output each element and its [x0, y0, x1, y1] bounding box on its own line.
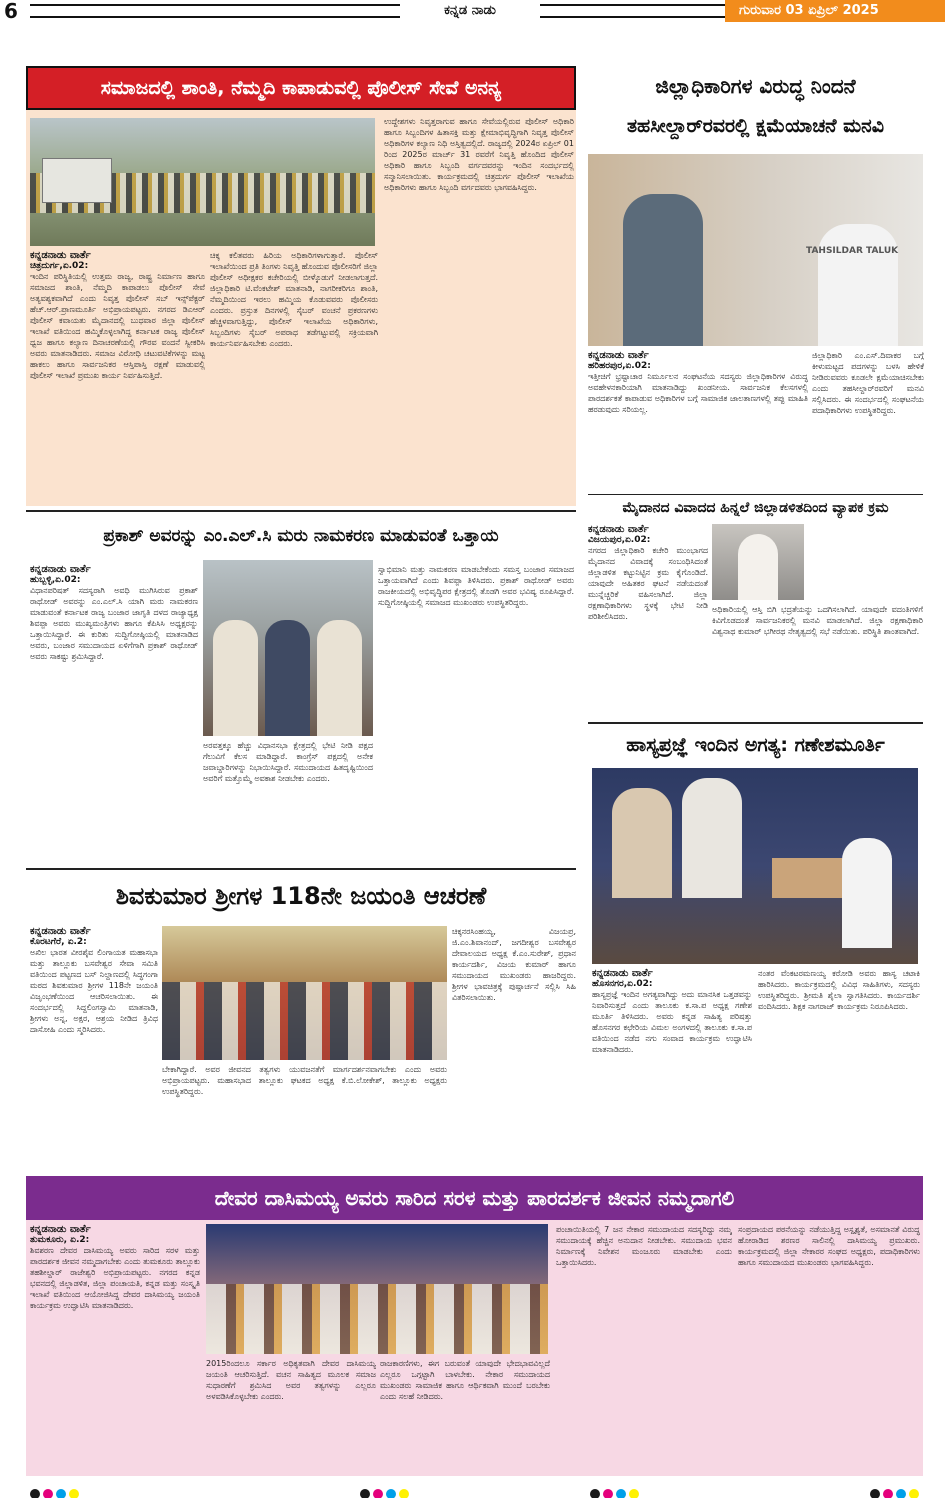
headline-prakash: ಪ್ರಕಾಶ್ ಅವರನ್ನು ಎಂ.ಎಲ್.ಸಿ ಮರು ನಾಮಕರಣ ಮಾಡುವಂತೆ ಒತ್ತಾಯ	[26, 514, 576, 558]
reg-dot	[870, 1489, 880, 1498]
dateline: ಹರಿಹರಪುರ,ಏ.02:	[588, 361, 651, 371]
article-text: ಬೇಕಾಗಿದ್ದಾರೆ. ಅವರ ಜೀವನದ ತತ್ವಗಳು ಯುವಜನತೆಗೆ ಮಾರ್ಗದರ್ಶನವಾಗಬೇಕು ಎಂದು ಅವರು ಅಭಿಪ್ರಾಯಪಟ್ಟರು. ಮಹಾಸಭಾದ ತಾಲ್ಲೂಕು ಘಟಕದ ಅಧ್ಯಕ್ಷ ಕೆ.ಬಿ.ಲೋಕೇಶ್, ತಾಲ್ಲೂಕು ಅಧ್ಯಕ್ಷರು ಉಪಸ್ಥಿತರಿದ್ದರು.	[162, 1065, 447, 1096]
reg-dot	[360, 1489, 370, 1498]
reg-dot	[386, 1489, 396, 1498]
photo-prakash-felicitation	[203, 560, 373, 736]
article-text: ರಾಜಕಾರಣಿಗಳು, ಈಗ ಬರುವಂತೆ ಯಾವುದೇ ಭೇದಭಾವವಿಲ್ಲದೆ ಎಲ್ಲರೂ ಒಗ್ಗಟ್ಟಾಗಿ ಬಾಳಬೇಕು. ನೇಕಾರ ಸಮುದಾಯದ ಮುಖಂಡರು ಸಾಮಾಜಿಕ ಹಾಗೂ ಆರ್ಥಿಕವಾಗಿ ಮುಂದೆ ಬರಬೇಕು ಎಂದು ಸಲಹೆ ನೀಡಿದರು.	[380, 1359, 550, 1401]
registration-marks-center	[360, 1484, 420, 1498]
article-text: ಉದ್ದೇಶಗಳು ನಿವೃತ್ತರಾಗುವ ಹಾಗೂ ಸೇವೆಯಲ್ಲಿರುವ ಪೊಲೀಸ್ ಅಧಿಕಾರಿ ಹಾಗೂ ಸಿಬ್ಬಂದಿಗಳ ಹಿತಾಸಕ್ತಿ ಮತ್ತು ಕ್ಷೇಮಾಭಿವೃದ್ಧಿಗಾಗಿ ನಿವೃತ್ತ ಪೊಲೀಸ್ ಅಧಿಕಾರಿಗಳ ಕಲ್ಯಾಣ ನಿಧಿ ಅಸ್ತಿತ್ವದಲ್ಲಿದೆ. ರಾಜ್ಯದಲ್ಲಿ 2024ರ ಏಪ್ರಿಲ್ 01 ರಿಂದ 2025ರ ಮಾರ್ಚ್ 31 ರವರೆಗೆ ನಿವೃತ್ತಿ ಹೊಂದಿದ ಪೊಲೀಸ್ ಅಧಿಕಾರಿ ಹಾಗೂ ಸಿಬ್ಬಂದಿ ವರ್ಗದವರನ್ನು ಇಂದಿನ ಸಂದರ್ಭದಲ್ಲಿ ಸನ್ಮಾನಿಸಲಾಯಿತು. ಕಾರ್ಯಕ್ರಮದಲ್ಲಿ ಚಿತ್ರದುರ್ಗ ಪೊಲೀಸ್ ಇಲಾಖೆಯ ಅಧಿಕಾರಿಗಳು ಹಾಗೂ ಸಿಬ್ಬಂದಿ ವರ್ಗದವರು ಭಾಗವಹಿಸಿದ್ದರು.	[384, 117, 574, 192]
person-shape	[738, 534, 778, 600]
byline: ಕನ್ನಡನಾಡು ವಾರ್ತೆ	[30, 564, 91, 575]
person-shape	[213, 620, 258, 736]
person-shape	[317, 620, 362, 736]
office-sign: TAHSILDAR TALUK	[806, 246, 899, 256]
person-shape	[623, 194, 703, 346]
reg-dot	[399, 1489, 409, 1498]
article-text: ಇತ್ತೀಚಿಗೆ ಭ್ರಷ್ಟಾಚಾರ ನಿರ್ಮೂಲನ ಸಂಘಟನೆಯ ಸದಸ್ಯರು ಜಿಲ್ಲಾಧಿಕಾರಿಗಳ ವಿರುದ್ಧ ಅವಹೇಳನಕಾರಿಯಾಗಿ ಮಾತನಾಡಿದ್ದು ಖಂಡನೀಯ. ಸಾರ್ವಜನಿಕ ಕೆಲಸಗಳಲ್ಲಿ ಪಾರದರ್ಶಕತೆ ಕಾಪಾಡುವ ಅಧಿಕಾರಿಗಳ ಬಗ್ಗೆ ಸಾಮಾಜಿಕ ಜಾಲತಾಣಗಳಲ್ಲಿ ತಪ್ಪು ಮಾಹಿತಿ ಹರಡುವುದು ಸರಿಯಲ್ಲ.	[588, 372, 808, 414]
crowd-row	[206, 1284, 548, 1354]
byline: ಕನ್ನಡನಾಡು ವಾರ್ತೆ	[30, 250, 91, 261]
article-text: ಅರವತ್ತಕ್ಕೂ ಹೆಚ್ಚು ವಿಧಾನಸಭಾ ಕ್ಷೇತ್ರದಲ್ಲಿ ಭೇಟಿ ನೀಡಿ ಪಕ್ಷದ ಗೆಲುವಿಗೆ ಕೆಲಸ ಮಾಡಿದ್ದಾರೆ. ಕಾಂಗ್ರೆಸ್ ಪಕ್ಷದಲ್ಲಿ ಅನೇಕ ಜವಾಬ್ದಾರಿಗಳನ್ನು ನಿಭಾಯಿಸಿದ್ದಾರೆ. ಸಮುದಾಯದ ಹಿತದೃಷ್ಟಿಯಿಂದ ಅವರಿಗೆ ಮತ್ತೊಮ್ಮೆ ಅವಕಾಶ ನೀಡಬೇಕು ಎಂದರು.	[203, 741, 373, 783]
divider	[588, 722, 923, 724]
divider	[26, 510, 576, 512]
reg-dot	[896, 1489, 906, 1498]
article-text: ಹಾಸ್ಯಪ್ರಜ್ಞೆ ಇಂದಿನ ಅಗತ್ಯವಾಗಿದ್ದು ಅದು ಮಾನಸಿಕ ಒತ್ತಡವನ್ನು ನಿವಾರಿಸುತ್ತದೆ ಎಂದು ತಾಲೂಕು ಕ.ಸಾ.ಪ ಅಧ್ಯಕ್ಷ ಗಣೇಶ ಮೂರ್ತಿ ತಿಳಿಸಿದರು. ಅವರು ಕನ್ನಡ ಸಾಹಿತ್ಯ ಪರಿಷತ್ತು ಹೊಸನಗರ ಕಛೇರಿಯ ವಿಮಲ ಅಂಗಳದಲ್ಲಿ ತಾಲೂಕು ಕ.ಸಾ.ಪ ವತಿಯಿಂದ ನಡೆದ ನಗು ಸಂವಾದ ಕಾರ್ಯಕ್ರಮ ಉದ್ಘಾಟಿಸಿ ಮಾತನಾಡಿದರು.	[592, 990, 752, 1054]
reg-dot	[373, 1489, 383, 1498]
reg-dot	[590, 1489, 600, 1498]
page-number: 6	[4, 0, 18, 22]
crowd-row	[162, 982, 447, 1060]
byline: ಕನ್ನಡನಾಡು ವಾರ್ತೆ	[30, 926, 91, 937]
headline-devara: ದೇವರ ದಾಸಿಮಯ್ಯ ಅವರು ಸಾರಿದ ಸರಳ ಮತ್ತು ಪಾರದರ್ಶಕ ಜೀವನ ನಮ್ಮದಾಗಲಿ	[26, 1176, 923, 1220]
header-rule	[540, 4, 725, 18]
photo-devara-event	[206, 1224, 548, 1354]
photo-shivakumara-jayanti	[162, 926, 447, 1060]
photo-police-parade	[30, 118, 375, 246]
reg-dot	[603, 1489, 613, 1498]
dateline: ಕೊರಟಗೆರೆ, ಏ.2:	[30, 937, 87, 947]
headline-line-1: ಜಿಲ್ಲಾಧಿಕಾರಿಗಳ ವಿರುದ್ಧ ನಿಂದನೆ	[655, 74, 856, 98]
article-text: ನಂತರ ವೆಂಕಟರಮಣಯ್ಯ ಕರೋಡಿ ಅವರು ಹಾಸ್ಯ ಚಟಾಕಿ ಹಾರಿಸಿದರು. ಕಾರ್ಯಕ್ರಮದಲ್ಲಿ ವಿವಿಧ ಸಾಹಿತಿಗಳು, ಸದಸ್ಯರು ಉಪಸ್ಥಿತರಿದ್ದರು. ಶ್ರೀಮತಿ ಶೈಲಾ ಸ್ವಾಗತಿಸಿದರು. ಕಾರ್ಯದರ್ಶಿ ವಂದಿಸಿದರು. ಶಿಕ್ಷಕ ನಾಗರಾಜ್ ಕಾರ್ಯಕ್ರಮ ನಿರೂಪಿಸಿದರು.	[758, 969, 920, 1011]
divider	[26, 868, 576, 870]
person-shape	[818, 224, 898, 346]
article-text: ನಗರದ ಜಿಲ್ಲಾಧಿಕಾರಿ ಕಚೇರಿ ಮುಂಭಾಗದ ಮೈದಾನದ ವಿವಾದಕ್ಕೆ ಸಂಬಂಧಿಸಿದಂತೆ ಜಿಲ್ಲಾಡಳಿತ ಕಟ್ಟುನಿಟ್ಟಿನ ಕ್ರಮ ಕೈಗೊಂಡಿದೆ. ಯಾವುದೇ ಅಹಿತಕರ ಘಟನೆ ನಡೆಯದಂತೆ ಮುನ್ನೆಚ್ಚರಿಕೆ ವಹಿಸಲಾಗಿದೆ. ಜಿಲ್ಲಾ ರಕ್ಷಣಾಧಿಕಾರಿಗಳು ಸ್ಥಳಕ್ಕೆ ಭೇಟಿ ನೀಡಿ ಪರಿಶೀಲಿಸಿದರು.	[588, 546, 708, 621]
registration-marks-left	[30, 1484, 90, 1498]
dateline: ವಿಜಯಪುರ,ಏ.02:	[588, 535, 651, 545]
photo-official	[712, 524, 804, 600]
headline-tahsildar	[588, 66, 923, 154]
reg-dot	[30, 1489, 40, 1498]
dateline: ತುಮಕೂರು, ಏ.2:	[30, 1235, 90, 1245]
jeep-shape	[42, 158, 112, 203]
article-text: ಅಧಿಕಾರಿಯಲ್ಲಿ ಆಸ್ತಿ ಬಿಗಿ ಭದ್ರತೆಯನ್ನು ಒದಗಿಸಲಾಗಿದೆ. ಯಾವುದೇ ವದಂತಿಗಳಿಗೆ ಕಿವಿಗೊಡದಂತೆ ಸಾರ್ವಜನಿಕರಲ್ಲಿ ಮನವಿ ಮಾಡಲಾಗಿದೆ. ಜಿಲ್ಲಾ ರಕ್ಷಣಾಧಿಕಾರಿ ವಿಶ್ವನಾಥ ಕುಮಾರ್ ಭಗೀರಥ ನೇತೃತ್ವದಲ್ಲಿ ಸಭೆ ನಡೆಯಿತು. ಪರಿಸ್ಥಿತಿ ಶಾಂತವಾಗಿದೆ.	[712, 605, 923, 636]
headline-shivakumara: ಶಿವಕುಮಾರ ಶ್ರೀಗಳ 118ನೇ ಜಯಂತಿ ಆಚರಣೆ	[26, 872, 576, 920]
reg-dot	[616, 1489, 626, 1498]
article-text: ಸಂಪ್ರದಾಯದ ಪಠನೆಯನ್ನು ನಡೆಯುತ್ತಿದ್ದ ಅಸ್ಪೃಶ್ಯತೆ, ಅಸಮಾನತೆ ವಿರುದ್ಧ ಹೋರಾಡಿದ ಶರಣರ ಸಾಲಿನಲ್ಲಿ ದಾಸಿಮಯ್ಯ ಪ್ರಮುಖರು. ಕಾರ್ಯಕ್ರಮದಲ್ಲಿ ಜಿಲ್ಲಾ ನೇಕಾರರ ಸಂಘದ ಅಧ್ಯಕ್ಷರು, ಪದಾಧಿಕಾರಿಗಳು ಹಾಗೂ ಸಮುದಾಯದ ಮುಖಂಡರು ಭಾಗವಹಿಸಿದ್ದರು.	[738, 1225, 920, 1267]
reg-dot	[56, 1489, 66, 1498]
person-shape	[612, 788, 672, 898]
photo-tahsildar-meeting	[588, 154, 923, 346]
dateline: ಹುಬ್ಬಳ್ಳಿ,ಏ.02:	[30, 575, 81, 585]
article-text: ಚಿಕ್ಕನರಸಿಂಹಯ್ಯ, ವಿಜಯಪ್ರ, ಜಿ.ಎಂ.ಶಿವಾನಂದ್, ಜಗದೀಶ್ವರ ಬಸವೇಶ್ವರ ದೇವಾಲಯದ ಅಧ್ಯಕ್ಷ ಕೆ.ಎಂ.ಸುರೇಶ್, ಪ್ರಧಾನ ಕಾರ್ಯದರ್ಶಿ, ವಿಜಯ ಕುಮಾರ್ ಹಾಗೂ ಸಮುದಾಯದ ಮುಖಂಡರು ಹಾಜರಿದ್ದರು. ಶ್ರೀಗಳ ಭಾವಚಿತ್ರಕ್ಕೆ ಪುಷ್ಪಾರ್ಚನೆ ಸಲ್ಲಿಸಿ ಸಿಹಿ ವಿತರಿಸಲಾಯಿತು.	[452, 927, 576, 1002]
byline: ಕನ್ನಡನಾಡು ವಾರ್ತೆ	[588, 524, 649, 535]
reg-dot	[883, 1489, 893, 1498]
byline: ಕನ್ನಡನಾಡು ವಾರ್ತೆ	[592, 968, 653, 979]
byline: ಕನ್ನಡನಾಡು ವಾರ್ತೆ	[30, 1224, 91, 1235]
person-shape	[265, 620, 310, 736]
headline-line-2: ತಹಸೀಲ್ದಾರ್‌ರವರಲ್ಲಿ ಕ್ಷಮೆಯಾಚನೆ ಮನವಿ	[626, 115, 885, 137]
person-shape	[682, 778, 742, 898]
person-shape	[842, 838, 892, 948]
photo-hasya-event	[592, 768, 918, 964]
masthead: ಕನ್ನಡ ನಾಡು	[444, 3, 496, 18]
article-text: ಶಿವಶರಣ ದೇವರ ದಾಸಿಮಯ್ಯ ಅವರು ಸಾರಿದ ಸರಳ ಮತ್ತು ಪಾರದರ್ಶಕ ಜೀವನ ನಮ್ಮದಾಗಬೇಕು ಎಂದು ತುಮಕೂರು ತಾಲ್ಲೂಕು ತಹಶೀಲ್ದಾರ್ ರಾಜೇಶ್ವರಿ ಅಭಿಪ್ರಾಯಪಟ್ಟರು. ನಗರದ ಕನ್ನಡ ಭವನದಲ್ಲಿ ಜಿಲ್ಲಾಡಳಿತ, ಜಿಲ್ಲಾ ಪಂಚಾಯತಿ, ಕನ್ನಡ ಮತ್ತು ಸಂಸ್ಕೃತಿ ಇಲಾಖೆ ವತಿಯಿಂದ ಆಯೋಜಿಸಿದ್ದ ದೇವರ ದಾಸಿಮಯ್ಯ ಜಯಂತಿ ಕಾರ್ಯಕ್ರಮ ಉದ್ಘಾಟಿಸಿ ಮಾತನಾಡಿದರು.	[30, 1246, 200, 1310]
article-text: ಜಿಲ್ಲಾಧಿಕಾರಿ ಎಂ.ಎಸ್.ದಿವಾಕರ ಬಗ್ಗೆ ಕೀಳುಮಟ್ಟದ ಪದಗಳನ್ನು ಬಳಸಿ ಹೇಳಿಕೆ ನೀಡಿರುವವರು ಕೂಡಲೇ ಕ್ಷಮೆಯಾಚಿಸಬೇಕು ಎಂದು ತಹಸೀಲ್ದಾರ್‌ರವರಿಗೆ ಮನವಿ ಸಲ್ಲಿಸಿದರು. ಈ ಸಂದರ್ಭದಲ್ಲಿ ಸಂಘಟನೆಯ ಪದಾಧಿಕಾರಿಗಳು ಉಪಸ್ಥಿತರಿದ್ದರು.	[812, 351, 924, 415]
headline-maidana: ಮೈದಾನದ ವಿವಾದದ ಹಿನ್ನಲೆ ಜಿಲ್ಲಾಡಳಿತದಿಂದ ವ್ಯಾಪಕ ಕ್ರಮ	[588, 494, 923, 520]
issue-date: ಗುರುವಾರ 03 ಏಪ್ರಿಲ್ 2025	[725, 0, 945, 22]
registration-marks-right	[870, 1484, 930, 1498]
byline: ಕನ್ನಡನಾಡು ವಾರ್ತೆ	[588, 350, 649, 361]
registration-marks-center-right	[590, 1484, 650, 1498]
reg-dot	[43, 1489, 53, 1498]
headline-police: ಸಮಾಜದಲ್ಲಿ ಶಾಂತಿ, ನೆಮ್ಮದಿ ಕಾಪಾಡುವಲ್ಲಿ ಪೊಲೀಸ್ ಸೇವೆ ಅನನ್ಯ	[26, 66, 576, 110]
article-text: ಸ್ವಾಭಿಮಾನಿ ಮತ್ತು ನಾಮಕರಣ ಮಾಡಬೇಕೆಂದು ಸಮಸ್ತ ಬಂಜಾರ ಸಮಾಜದ ಒತ್ತಾಯವಾಗಿದೆ ಎಂದು ಶಿವಪ್ಪಾ ತಿಳಿಸಿದರು. ಪ್ರಕಾಶ್ ರಾಥೋಡ್ ಅವರು ರಾಜಕೀಯದಲ್ಲಿ ಅಭಿವೃದ್ಧಿಪರ ಕ್ಷೇತ್ರದಲ್ಲಿ ತೊಡಗಿ ಅವರ ಭವಿಷ್ಯ ರೂಪಿಸಿದ್ದಾರೆ. ಸುದ್ದಿಗೋಷ್ಠಿಯಲ್ಲಿ ಸಮಾಜದ ಮುಖಂಡರು ಉಪಸ್ಥಿತರಿದ್ದರು.	[378, 565, 574, 607]
article-text: ವಿಧಾನಪರಿಷತ್ ಸದಸ್ಯರಾಗಿ ಅವಧಿ ಮುಗಿಸಿರುವ ಪ್ರಕಾಶ್ ರಾಥೋಡ್ ಅವರನ್ನು ಎಂ.ಎಲ್.ಸಿ ಯಾಗಿ ಮರು ನಾಮಕರಣ ಮಾಡುವಂತೆ ಕರ್ನಾಟಕ ರಾಜ್ಯ ಬಂಜಾರ ಜಾಗೃತಿ ದಳದ ರಾಜ್ಯಾಧ್ಯಕ್ಷ ಶಿವಪ್ಪಾ ಅವರು ಮುಖ್ಯಮಂತ್ರಿಗಳು ಹಾಗೂ ಕೆಪಿಸಿಸಿ ಅಧ್ಯಕ್ಷರನ್ನು ಒತ್ತಾಯಿಸಿದ್ದಾರೆ. ಈ ಕುರಿತು ಸುದ್ದಿಗೋಷ್ಠಿಯಲ್ಲಿ ಮಾತನಾಡಿದ ಅವರು, ಬಂಜಾರ ಸಮುದಾಯದ ಏಳಿಗೆಗಾಗಿ ಪ್ರಕಾಶ್ ರಾಥೋಡ್ ಅವರು ಸಾಕಷ್ಟು ಶ್ರಮಿಸಿದ್ದಾರೆ.	[30, 586, 198, 661]
dateline: ಚಿತ್ರದುರ್ಗ,ಏ.02:	[30, 261, 89, 271]
header-rule	[30, 4, 400, 18]
article-text: ಚಿಕ್ಕ ಕಲಿತವರು ಹಿರಿಯ ಅಧಿಕಾರಿಗಳಾಗುತ್ತಾರೆ. ಪೊಲೀಸ್ ಇಲಾಖೆಯಿಂದ ಪ್ರತಿ ತಿಂಗಳು ನಿವೃತ್ತಿ ಹೊಂದುವ ಪೊಲೀಸರಿಗೆ ಜಿಲ್ಲಾ ಪೊಲೀಸ್ ಅಧೀಕ್ಷಕರ ಕಚೇರಿಯಲ್ಲಿ ಬೀಳ್ಕೊಡುಗೆ ನೀಡಲಾಗುತ್ತದೆ. ಜಿಲ್ಲಾಧಿಕಾರಿ ಟಿ.ವೆಂಕಟೇಶ್ ಮಾತನಾಡಿ, ನಾಗರೀಕರಿಗೂ ಶಾಂತಿ, ನೆಮ್ಮದಿಯಿಂದ ಇರಲು ಹಮ್ಮಿಯ ಕೊಡುವವರು ಪೊಲೀಸರು ಎಂದರು. ಪ್ರಸ್ತುತ ದಿನಗಳಲ್ಲಿ ಸೈಬರ್ ವಂಚನೆ ಪ್ರಕರಣಗಳು ಹೆಚ್ಚಳವಾಗುತ್ತಿದ್ದು, ಪೊಲೀಸ್ ಇಲಾಖೆಯ ಅಧಿಕಾರಿಗಳು, ಸಿಬ್ಬಂದಿಗಳು ಸೈಬರ್ ಅಪರಾಧ ತಡೆಗಟ್ಟುವಲ್ಲಿ ಸಕ್ರಿಯವಾಗಿ ಕಾರ್ಯನಿರ್ವಹಿಸಬೇಕು ಎಂದರು.	[210, 251, 378, 348]
reg-dot	[909, 1489, 919, 1498]
reg-dot	[629, 1489, 639, 1498]
article-text: 2015ರಿಂದಲೂ ಸರ್ಕಾರ ಅಧಿಕೃತವಾಗಿ ದೇವರ ದಾಸಿಮಯ್ಯ ಜಯಂತಿ ಆಚರಿಸುತ್ತಿದೆ. ವಚನ ಸಾಹಿತ್ಯದ ಮೂಲಕ ಸಮಾಜ ಸುಧಾರಣೆಗೆ ಶ್ರಮಿಸಿದ ಅವರ ತತ್ವಗಳನ್ನು ಎಲ್ಲರೂ ಅಳವಡಿಸಿಕೊಳ್ಳಬೇಕು ಎಂದರು.	[206, 1359, 376, 1401]
reg-dot	[69, 1489, 79, 1498]
dateline: ಹೊಸನಗರ,ಏ.02:	[592, 979, 653, 989]
article-text: ಇಂದಿನ ಪರಿಸ್ಥಿತಿಯಲ್ಲಿ ಉತ್ತಮ ರಾಜ್ಯ, ರಾಷ್ಟ್ರ ನಿರ್ಮಾಣ ಹಾಗೂ ಸಮಾಜದ ಶಾಂತಿ, ನೆಮ್ಮದಿ ಕಾಪಾಡಲು ಪೊಲೀಸ್ ಸೇವೆ ಅತ್ಯವಶ್ಯಕವಾಗಿದೆ ಎಂದು ನಿವೃತ್ತ ಪೊಲೀಸ್ ಸಬ್ ಇನ್ಸ್‌ಪೆಕ್ಟರ್ ಹೆಚ್.ಆರ್.ಪ್ರಾಣಮೂರ್ತಿ ಅಭಿಪ್ರಾಯಪಟ್ಟರು. ನಗರದ ಡಿಎಆರ್ ಪೊಲೀಸ್ ಕವಾಯತು ಮೈದಾನದಲ್ಲಿ ಬುಧವಾರ ಜಿಲ್ಲಾ ಪೊಲೀಸ್ ಇಲಾಖೆ ವತಿಯಿಂದ ಹಮ್ಮಿಕೊಳ್ಳಲಾಗಿದ್ದ ಕರ್ನಾಟಕ ರಾಜ್ಯ ಪೊಲೀಸ್ ಧ್ವಜ ಹಾಗೂ ಕಲ್ಯಾಣ ದಿನಾಚರಣೆಯಲ್ಲಿ ಗೌರವ ವಂದನೆ ಸ್ವೀಕರಿಸಿ ಅವರು ಮಾತನಾಡಿದರು. ಸಮಾಜ ವಿರೋಧಿ ಚಟುವಟಿಕೆಗಳನ್ನು ಮಟ್ಟ ಹಾಕಲು ಹಾಗೂ ಸಾರ್ವಜನಿಕರ ಆಸ್ತಿಪಾಸ್ತಿ ರಕ್ಷಣೆ ಮಾಡುವಲ್ಲಿ ಪೊಲೀಸ್ ಇಲಾಖೆ ಪ್ರಮುಖ ಕಾರ್ಯ ನಿರ್ವಹಿಸುತ್ತಿದೆ.	[30, 272, 205, 380]
article-text: ಪಂಚಾಯಿತಿಯಲ್ಲಿ 7 ಜನ ನೇಕಾರ ಸಮುದಾಯದ ಸದಸ್ಯರಿದ್ದು ನಮ್ಮ ಸಮುದಾಯಕ್ಕೆ ಹೆಚ್ಚಿನ ಅನುದಾನ ನೀಡಬೇಕು. ಸಮುದಾಯ ಭವನ ನಿರ್ಮಾಣಕ್ಕೆ ನಿವೇಶನ ಮಂಜೂರು ಮಾಡಬೇಕು ಎಂದು ಒತ್ತಾಯಿಸಿದರು.	[556, 1225, 732, 1267]
headline-hasya: ಹಾಸ್ಯಪ್ರಜ್ಞೆ ಇಂದಿನ ಅಗತ್ಯ: ಗಣೇಶಮೂರ್ತಿ	[588, 726, 923, 764]
article-text: ಅಖಿಲ ಭಾರತ ವೀರಶೈವ ಲಿಂಗಾಯತ ಮಹಾಸಭಾ ಮತ್ತು ತಾಲ್ಲೂಕು ಬಸವೇಶ್ವರ ಸೇವಾ ಸಮಿತಿ ವತಿಯಿಂದ ಪಟ್ಟಣದ ಬಸ್ ನಿಲ್ದಾಣದಲ್ಲಿ ಸಿದ್ಧಗಂಗಾ ಮಠದ ಶಿವಕುಮಾರ ಶ್ರೀಗಳ 118ನೇ ಜಯಂತಿ ವಿಜೃಂಭಣೆಯಿಂದ ಆಚರಿಸಲಾಯಿತು. ಈ ಸಂದರ್ಭದಲ್ಲಿ ಸಿದ್ದಲಿಂಗಸ್ವಾಮಿ ಮಾತನಾಡಿ, ಶ್ರೀಗಳು ಅನ್ನ, ಅಕ್ಷರ, ಆಶ್ರಯ ನೀಡಿದ ತ್ರಿವಿಧ ದಾಸೋಹಿ ಎಂದು ಸ್ಮರಿಸಿದರು.	[30, 948, 158, 1034]
